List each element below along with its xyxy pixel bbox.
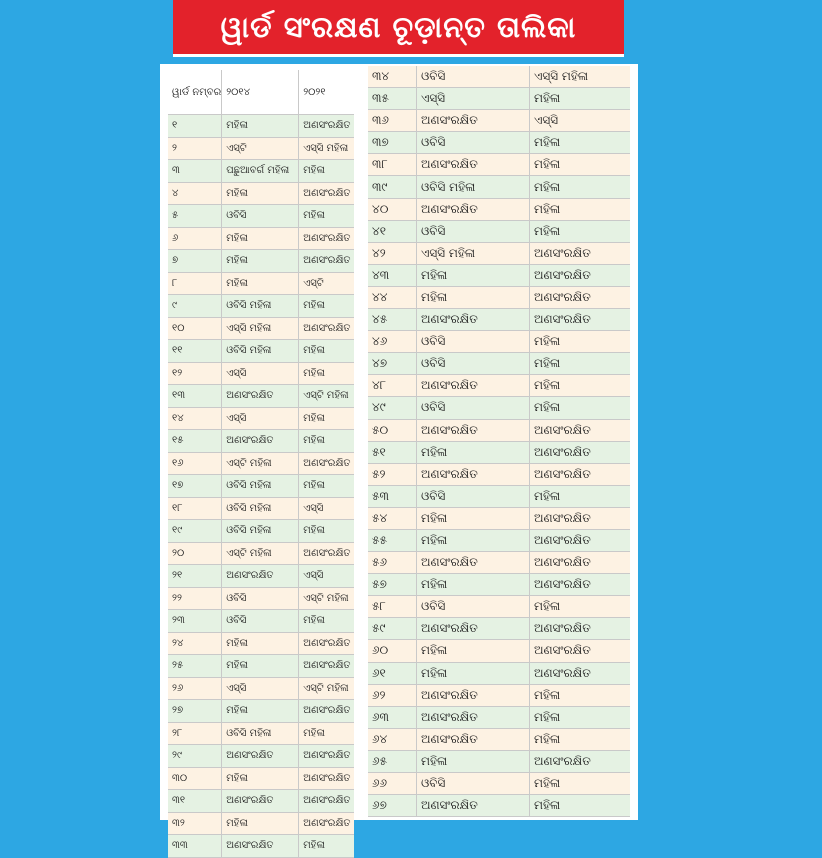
reservation-2021-cell: ଅଣସଂରକ୍ଷିତ (530, 463, 631, 485)
reservation-2014-cell: ମହିଳା (222, 272, 299, 295)
reservation-2014-cell: ମହିଳା (417, 574, 530, 596)
table-row (368, 485, 630, 507)
table-row (368, 220, 630, 242)
table-row (368, 662, 630, 684)
reservation-2014-cell: ମହିଳା (417, 529, 530, 551)
ward-number-cell: ୪୫ (368, 309, 417, 331)
ward-number-cell: ୧୮ (168, 497, 222, 520)
table-row (368, 728, 630, 750)
reservation-2021-cell: ଏସ୍‌ଟି (299, 272, 354, 295)
reservation-2014-cell: ଅଣସଂରକ୍ଷିତ (222, 385, 299, 408)
reservation-2014-cell: ଓବିସି (417, 331, 530, 353)
table-row (368, 640, 630, 662)
table-row (168, 272, 354, 295)
table-row (168, 227, 354, 250)
table-row (368, 198, 630, 220)
reservation-2014-cell: ଅଣସଂରକ୍ଷିତ (417, 728, 530, 750)
table-row (168, 160, 354, 183)
reservation-2014-cell: ଅଣସଂରକ୍ଷିତ (417, 419, 530, 441)
reservation-2014-cell: ଅଣସଂରକ୍ଷିତ (222, 745, 299, 768)
ward-number-cell: ୨୫ (168, 655, 222, 678)
ward-number-cell: ୧୯ (168, 520, 222, 543)
table-row (368, 264, 630, 286)
ward-number-cell: ୩୫ (368, 88, 417, 110)
reservation-2021-cell: ମହିଳା (299, 295, 354, 318)
table-row (168, 835, 354, 858)
reservation-2021-cell: ଅଣସଂରକ୍ଷିତ (530, 507, 631, 529)
reservation-2021-cell: ଅଣସଂରକ୍ଷିତ (299, 632, 354, 655)
reservation-2021-cell: ଅଣସଂରକ୍ଷିତ (530, 264, 631, 286)
reservation-table-left (168, 70, 354, 858)
table-row (168, 745, 354, 768)
ward-number-cell: ୩୦ (168, 767, 222, 790)
reservation-2014-cell: ଅଣସଂରକ୍ଷିତ (222, 565, 299, 588)
reservation-2014-cell: ଏସ୍‌ସି (222, 677, 299, 700)
reservation-2021-cell: ଅଣସଂରକ୍ଷିତ (299, 812, 354, 835)
table-row (368, 441, 630, 463)
table-row (368, 574, 630, 596)
table-row (368, 750, 630, 772)
table-row (168, 722, 354, 745)
reservation-2014-cell: ମହିଳା (222, 655, 299, 678)
table-row (168, 632, 354, 655)
reservation-2014-cell: ଓବିସି (222, 587, 299, 610)
table-row (168, 700, 354, 723)
reservation-2021-cell: ମହିଳା (530, 154, 631, 176)
reservation-2021-cell: ଏସ୍‌ଟି ମହିଳା (299, 385, 354, 408)
reservation-2014-cell: ଓବିସି ମହିଳା (222, 340, 299, 363)
table-row (168, 115, 354, 138)
reservation-2014-cell: ଅଣସଂରକ୍ଷିତ (417, 463, 530, 485)
ward-number-cell: ୫୩ (368, 485, 417, 507)
reservation-2014-cell: ମହିଳା (417, 286, 530, 308)
table-row (368, 353, 630, 375)
reservation-table-right (368, 66, 630, 817)
table-row (168, 182, 354, 205)
table-row (368, 242, 630, 264)
table-row (168, 430, 354, 453)
reservation-2014-cell: ମହିଳା (417, 507, 530, 529)
table-row (368, 375, 630, 397)
ward-number-cell: ୨୯ (168, 745, 222, 768)
table-row (368, 529, 630, 551)
ward-number-cell: ୨୨ (168, 587, 222, 610)
table-row (368, 132, 630, 154)
reservation-2014-cell: ମହିଳା (222, 700, 299, 723)
reservation-2014-cell: ଓବିସି ମହିଳା (222, 497, 299, 520)
reservation-2014-cell: ଅଣସଂରକ୍ଷିତ (417, 198, 530, 220)
table-row (168, 565, 354, 588)
reservation-2021-cell: ଅଣସଂରକ୍ଷିତ (299, 115, 354, 138)
table-row (368, 331, 630, 353)
ward-number-cell: ୪୦ (368, 198, 417, 220)
ward-number-cell: ୧୧ (168, 340, 222, 363)
table-row (168, 295, 354, 318)
table-row (368, 419, 630, 441)
reservation-2014-cell: ଅଣସଂରକ୍ଷିତ (417, 618, 530, 640)
reservation-2014-cell: ଅଣସଂରକ୍ଷିତ (222, 835, 299, 858)
reservation-2014-cell: ମହିଳା (222, 115, 299, 138)
reservation-2021-cell: ଏସ୍‌ସି (299, 565, 354, 588)
ward-number-cell: ୫୧ (368, 441, 417, 463)
reservation-2021-cell: ମହିଳା (530, 375, 631, 397)
table-row (368, 795, 630, 817)
ward-number-cell: ୬୩ (368, 706, 417, 728)
reservation-2021-cell: ମହିଳା (299, 475, 354, 498)
reservation-2014-cell: ଓବିସି (417, 397, 530, 419)
ward-number-cell: ୧ (168, 115, 222, 138)
ward-number-cell: ୫୫ (368, 529, 417, 551)
table-row (368, 507, 630, 529)
reservation-2021-cell: ମହିଳା (299, 340, 354, 363)
header-2021: ୨୦୨୧ (299, 70, 354, 115)
table-row (368, 463, 630, 485)
reservation-2021-cell: ଅଣସଂରକ୍ଷିତ (299, 767, 354, 790)
reservation-2014-cell: ଓବିସି ମହିଳା (222, 520, 299, 543)
reservation-2021-cell: ମହିଳା (299, 430, 354, 453)
ward-number-cell: ୨୪ (168, 632, 222, 655)
table-row (368, 397, 630, 419)
table-row (168, 542, 354, 565)
ward-number-cell: ୧୩ (168, 385, 222, 408)
reservation-2021-cell: ଅଣସଂରକ୍ଷିତ (299, 227, 354, 250)
reservation-2021-cell: ମହିଳା (299, 205, 354, 228)
ward-number-cell: ୨୬ (168, 677, 222, 700)
reservation-2021-cell: ମହିଳା (530, 596, 631, 618)
reservation-2021-cell: ମହିଳା (299, 610, 354, 633)
reservation-2014-cell: ମହିଳା (417, 750, 530, 772)
reservation-2021-cell: ମହିଳା (530, 706, 631, 728)
reservation-2021-cell: ଏସ୍‌ସି ମହିଳା (299, 137, 354, 160)
ward-number-cell: ୪୭ (368, 353, 417, 375)
ward-number-cell: ୫୨ (368, 463, 417, 485)
table-row (168, 497, 354, 520)
ward-number-cell: ୬୪ (368, 728, 417, 750)
reservation-2014-cell: ଓବିସି (222, 205, 299, 228)
reservation-2021-cell: ଅଣସଂରକ୍ଷିତ (299, 250, 354, 273)
reservation-2014-cell: ମହିଳା (222, 812, 299, 835)
ward-number-cell: ୧୪ (168, 407, 222, 430)
ward-number-cell: ୨୩ (168, 610, 222, 633)
reservation-2014-cell: ମହିଳା (222, 250, 299, 273)
ward-number-cell: ୪୯ (368, 397, 417, 419)
reservation-2014-cell: ଓବିସି (417, 485, 530, 507)
table-row (368, 110, 630, 132)
reservation-2021-cell: ମହିଳା (530, 353, 631, 375)
table-row (168, 767, 354, 790)
table-row (168, 452, 354, 475)
table-row (168, 520, 354, 543)
reservation-2021-cell: ଅଣସଂରକ୍ଷିତ (299, 655, 354, 678)
reservation-2014-cell: ଅଣସଂରକ୍ଷିତ (417, 309, 530, 331)
reservation-2014-cell: ଓବିସି (417, 353, 530, 375)
ward-number-cell: ୩୭ (368, 132, 417, 154)
ward-number-cell: ୩୬ (368, 110, 417, 132)
ward-number-cell: ୧୨ (168, 362, 222, 385)
reservation-2014-cell: ଅଣସଂରକ୍ଷିତ (222, 430, 299, 453)
reservation-2021-cell: ଅଣସଂରକ୍ଷିତ (299, 182, 354, 205)
reservation-2021-cell: ଏସ୍‌ଟି ମହିଳା (299, 587, 354, 610)
reservation-2021-cell: ଏସ୍‌ଟି ମହିଳା (299, 677, 354, 700)
ward-number-cell: ୨୧ (168, 565, 222, 588)
ward-number-cell: ୨୦ (168, 542, 222, 565)
ward-number-cell: ୩୩ (168, 835, 222, 858)
reservation-2021-cell: ମହିଳା (530, 397, 631, 419)
table-panel-left (160, 64, 362, 852)
ward-number-cell: ୩୧ (168, 790, 222, 813)
reservation-2014-cell: ଏସ୍‌ଟି (222, 137, 299, 160)
reservation-2021-cell: ଅଣସଂରକ୍ଷିତ (530, 640, 631, 662)
ward-number-cell: ୩୪ (368, 66, 417, 88)
reservation-2014-cell: ଅଣସଂରକ୍ଷିତ (417, 552, 530, 574)
table-row (168, 317, 354, 340)
ward-number-cell: ୧୫ (168, 430, 222, 453)
reservation-2021-cell: ମହିଳା (530, 88, 631, 110)
table-row (168, 475, 354, 498)
reservation-2021-cell: ଅଣସଂରକ୍ଷିତ (530, 574, 631, 596)
table-row (368, 309, 630, 331)
table-header-row (168, 70, 354, 115)
table-row (368, 176, 630, 198)
table-panel-right (362, 64, 638, 820)
reservation-2021-cell: ଅଣସଂରକ୍ଷିତ (299, 542, 354, 565)
reservation-2014-cell: ଓବିସି ମହିଳା (222, 722, 299, 745)
ward-number-cell: ୨ (168, 137, 222, 160)
reservation-2014-cell: ମହିଳା (417, 264, 530, 286)
reservation-2021-cell: ଅଣସଂରକ୍ଷିତ (530, 441, 631, 463)
reservation-2014-cell: ମହିଳା (417, 441, 530, 463)
reservation-2014-cell: ଏସ୍‌ସି ମହିଳା (222, 317, 299, 340)
ward-number-cell: ୫ (168, 205, 222, 228)
ward-number-cell: ୪୩ (368, 264, 417, 286)
ward-number-cell: ୬ (168, 227, 222, 250)
table-row (168, 790, 354, 813)
ward-number-cell: ୮ (168, 272, 222, 295)
reservation-2014-cell: ଅଣସଂରକ୍ଷିତ (417, 154, 530, 176)
reservation-2021-cell: ମହିଳା (299, 160, 354, 183)
reservation-2021-cell: ଅଣସଂରକ୍ଷିତ (530, 529, 631, 551)
reservation-2014-cell: ଓବିସି ମହିଳା (417, 176, 530, 198)
reservation-2014-cell: ଏସ୍‌ସି (417, 88, 530, 110)
ward-number-cell: ୧୭ (168, 475, 222, 498)
reservation-2014-cell: ପଛୁଆବର୍ଗ ମହିଳା (222, 160, 299, 183)
reservation-2014-cell: ଅଣସଂରକ୍ଷିତ (417, 375, 530, 397)
table-row (168, 385, 354, 408)
table-row (168, 610, 354, 633)
reservation-2021-cell: ଅଣସଂରକ୍ଷିତ (530, 309, 631, 331)
ward-number-cell: ୬୧ (368, 662, 417, 684)
reservation-2021-cell: ମହିଳା (299, 722, 354, 745)
header-ward-number: ୱାର୍ଡ ନମ୍ବର (168, 70, 222, 115)
table-row (368, 552, 630, 574)
reservation-2014-cell: ଏସ୍‌ଟି ମହିଳା (222, 542, 299, 565)
reservation-2014-cell: ଓବିସି (417, 220, 530, 242)
ward-number-cell: ୩୮ (368, 154, 417, 176)
reservation-2021-cell: ଅଣସଂରକ୍ଷିତ (299, 790, 354, 813)
reservation-2021-cell: ମହିଳା (530, 795, 631, 817)
ward-number-cell: ୪୨ (368, 242, 417, 264)
reservation-2021-cell: ମହିଳା (530, 331, 631, 353)
ward-number-cell: ୪୮ (368, 375, 417, 397)
table-row (168, 407, 354, 430)
reservation-2021-cell: ଅଣସଂରକ୍ଷିତ (299, 745, 354, 768)
reservation-2021-cell: ମହିଳା (530, 773, 631, 795)
table-row (368, 618, 630, 640)
reservation-2021-cell: ଏସ୍‌ସି (299, 497, 354, 520)
ward-number-cell: ୪୪ (368, 286, 417, 308)
reservation-2021-cell: ମହିଳା (299, 362, 354, 385)
reservation-2021-cell: ମହିଳା (530, 728, 631, 750)
reservation-2021-cell: ଅଣସଂରକ୍ଷିତ (530, 286, 631, 308)
table-row (168, 137, 354, 160)
ward-number-cell: ୪୧ (368, 220, 417, 242)
table-row (168, 362, 354, 385)
table-row (168, 587, 354, 610)
table-row (368, 684, 630, 706)
ward-number-cell: ୪୬ (368, 331, 417, 353)
ward-number-cell: ୬୫ (368, 750, 417, 772)
reservation-2021-cell: ମହିଳା (530, 198, 631, 220)
reservation-2014-cell: ଓବିସି (417, 132, 530, 154)
ward-number-cell: ୫୦ (368, 419, 417, 441)
reservation-2014-cell: ଏସ୍‌ଟି ମହିଳା (222, 452, 299, 475)
reservation-2021-cell: ଅଣସଂରକ୍ଷିତ (530, 618, 631, 640)
reservation-2021-cell: ଏସ୍‌ସି ମହିଳା (530, 66, 631, 88)
reservation-2014-cell: ଓବିସି ମହିଳା (222, 475, 299, 498)
table-row (368, 286, 630, 308)
ward-number-cell: ୫୯ (368, 618, 417, 640)
reservation-2021-cell: ଏସ୍‌ସି (530, 110, 631, 132)
ward-number-cell: ୨୭ (168, 700, 222, 723)
reservation-2014-cell: ଓବିସି ମହିଳା (222, 295, 299, 318)
reservation-2021-cell: ମହିଳା (299, 835, 354, 858)
reservation-2021-cell: ମହିଳା (299, 407, 354, 430)
table-row (168, 205, 354, 228)
ward-number-cell: ୯ (168, 295, 222, 318)
ward-number-cell: ୩୯ (368, 176, 417, 198)
ward-number-cell: ୬୦ (368, 640, 417, 662)
reservation-2021-cell: ଅଣସଂରକ୍ଷିତ (299, 452, 354, 475)
reservation-2014-cell: ମହିଳା (222, 182, 299, 205)
ward-number-cell: ୬୨ (368, 684, 417, 706)
ward-number-cell: ୫୮ (368, 596, 417, 618)
ward-number-cell: ୩ (168, 160, 222, 183)
table-row (368, 706, 630, 728)
reservation-2014-cell: ଅଣସଂରକ୍ଷିତ (222, 790, 299, 813)
table-row (168, 812, 354, 835)
ward-number-cell: ୪ (168, 182, 222, 205)
reservation-2014-cell: ମହିଳା (417, 640, 530, 662)
reservation-2014-cell: ମହିଳା (417, 662, 530, 684)
reservation-2014-cell: ଏସ୍‌ସି (222, 407, 299, 430)
reservation-2014-cell: ଓବିସି (222, 610, 299, 633)
reservation-2014-cell: ଓବିସି (417, 596, 530, 618)
ward-number-cell: ୫୪ (368, 507, 417, 529)
reservation-2021-cell: ମହିଳା (530, 684, 631, 706)
table-row (368, 596, 630, 618)
reservation-2014-cell: ଏସ୍‌ସି (222, 362, 299, 385)
ward-number-cell: ୫୬ (368, 552, 417, 574)
reservation-2014-cell: ମହିଳା (222, 767, 299, 790)
reservation-2021-cell: ମହିଳା (530, 176, 631, 198)
table-row (168, 340, 354, 363)
table-row (368, 773, 630, 795)
page-title: ୱାର୍ଡ ସଂରକ୍ଷଣ ଚୂଡ଼ାନ୍ତ ତାଲିକା (173, 0, 624, 57)
table-row (368, 66, 630, 88)
reservation-2021-cell: ଅଣସଂରକ୍ଷିତ (530, 242, 631, 264)
reservation-2014-cell: ଅଣସଂରକ୍ଷିତ (417, 110, 530, 132)
ward-number-cell: ୧୦ (168, 317, 222, 340)
reservation-2014-cell: ମହିଳା (222, 227, 299, 250)
reservation-2014-cell: ଅଣସଂରକ୍ଷିତ (417, 684, 530, 706)
reservation-2014-cell: ଓବିସି (417, 773, 530, 795)
ward-number-cell: ୨୮ (168, 722, 222, 745)
reservation-2021-cell: ଅଣସଂରକ୍ଷିତ (299, 317, 354, 340)
reservation-2014-cell: ଅଣସଂରକ୍ଷିତ (417, 706, 530, 728)
table-row (368, 88, 630, 110)
table-row (368, 154, 630, 176)
reservation-2014-cell: ଅଣସଂରକ୍ଷିତ (417, 795, 530, 817)
reservation-2014-cell: ମହିଳା (222, 632, 299, 655)
ward-number-cell: ୭ (168, 250, 222, 273)
ward-number-cell: ୩୨ (168, 812, 222, 835)
table-row (168, 250, 354, 273)
table-row (168, 655, 354, 678)
reservation-2014-cell: ଏସ୍‌ସି ମହିଳା (417, 242, 530, 264)
reservation-2021-cell: ମହିଳା (299, 520, 354, 543)
ward-number-cell: ୧୬ (168, 452, 222, 475)
ward-number-cell: ୫୭ (368, 574, 417, 596)
reservation-2021-cell: ମହିଳା (530, 220, 631, 242)
reservation-2021-cell: ଅଣସଂରକ୍ଷିତ (299, 700, 354, 723)
ward-number-cell: ୬୬ (368, 773, 417, 795)
reservation-2021-cell: ଅଣସଂରକ୍ଷିତ (530, 662, 631, 684)
reservation-2021-cell: ଅଣସଂରକ୍ଷିତ (530, 419, 631, 441)
reservation-2021-cell: ଅଣସଂରକ୍ଷିତ (530, 552, 631, 574)
reservation-2014-cell: ଓବିସି (417, 66, 530, 88)
ward-number-cell: ୬୭ (368, 795, 417, 817)
reservation-2021-cell: ମହିଳା (530, 485, 631, 507)
table-row (168, 677, 354, 700)
header-2014: ୨୦୧୪ (222, 70, 299, 115)
reservation-2021-cell: ମହିଳା (530, 132, 631, 154)
reservation-2021-cell: ଅଣସଂରକ୍ଷିତ (530, 750, 631, 772)
